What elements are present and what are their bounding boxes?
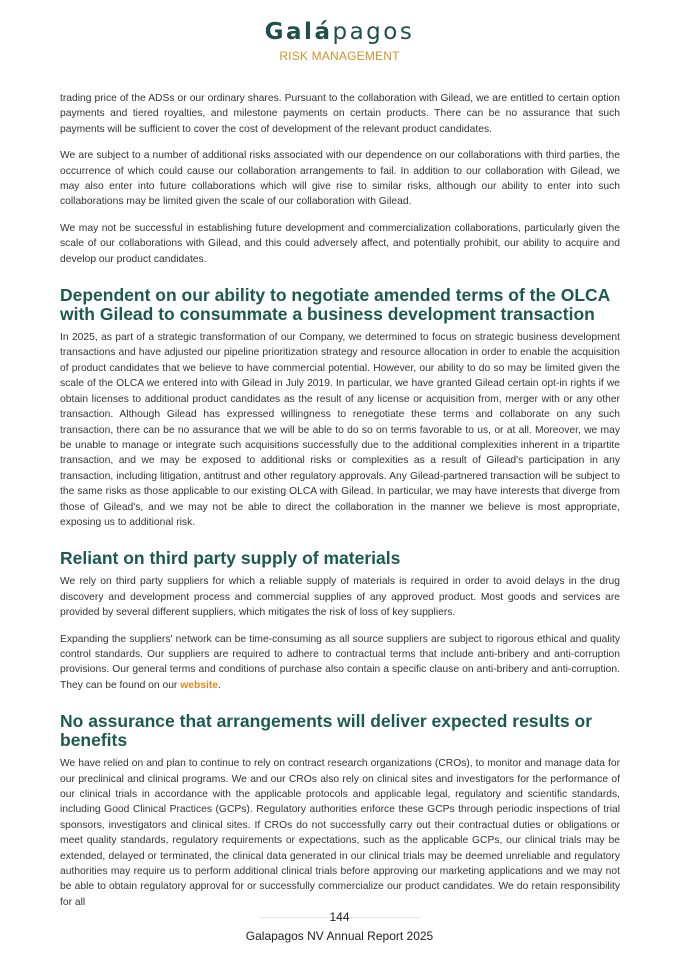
section-label: RISK MANAGEMENT [279, 49, 400, 63]
section-heading: Dependent on our ability to negotiate amended terms of the OLCA with Gilead to consummate a business development transaction [60, 285, 610, 325]
paragraph-text: Expanding the suppliers' network can be time-consuming as all source suppliers are subject to rigorous ethical and quality control standards. Our suppliers are required to adhere to contractual terms that include anti-bribery and anti-corruption provisions. Our general terms and conditions of purchase also contain a specific clause on anti-bribery and anti-corruption. They can be found on our [60, 633, 620, 691]
paragraph: We may not be successful in establishing future development and commercialization collaborations, particularly given the scale of our collaborations with Gilead, and this could adversely affect, and potentially prohibit, our ability to acquire and develop our product candidates. [60, 222, 620, 265]
paragraph: We are subject to a number of additional risks associated with our dependence on our collaborations with third parties, the occurrence of which could cause our collaboration arrangements to fail. In addition to our collaboration with Gilead, we may also enter into future collaborations which will give rise to similar risks, although our ability to enter into such collaborations may be limited given the scale of our collaboration with Gilead. [60, 150, 620, 208]
page-footer [0, 909, 679, 943]
website-link[interactable]: website [180, 679, 218, 691]
document-body [60, 91, 620, 910]
report-title: Galapagos NV Annual Report 2025 [245, 929, 434, 943]
paragraph: In 2025, as part of a strategic transformation of our Company, we determined to focus on strategic business development transactions and have adjusted our pipeline prioritization strategy and resource allocation in order to enable the acquisition of product candidates that we believe to have commercial potential. However, our ability to do so may be limited given the scale of the OLCA we entered into with Gilead in July 2019. In particular, we have granted Gilead certain opt-in rights if we obtain licenses to additional product candidates as the result of any license or acquisition from, merger with or any other transaction. Although Gilead has expressed willingness to renegotiate these terms and collaborate on any such transaction, there can be no assurance that we will be able to do so on terms favorable to us, or at all. Moreover, we may be unable to manage or integrate such acquisitions successfully due to the additional complexities inherent in a tripartite transaction, and we may be exposed to additional risks or complexities as a result of Gilead's participation in any transaction, including litigation, antitrust and other regulatory approvals. Any Gilead-partnered transaction will be subject to the same risks as those applicable to our existing OLCA with Gilead. In particular, we may have interests that diverge from those of Gilead's, and we may not be able to direct the collaboration in the manner we believe is most appropriate, exposing us to additional risk. [60, 332, 620, 528]
paragraph-end: . [218, 679, 221, 691]
section-heading: No assurance that arrangements will deliver expected results or benefits [60, 711, 593, 751]
page-header [0, 18, 679, 63]
logo-bold-part: Galá [264, 19, 333, 45]
logo-thin-part: pagos [332, 19, 415, 45]
paragraph: We rely on third party suppliers for which a reliable supply of materials is required in order to avoid delays in the drug discovery and development process and commercial supplies of any approved product. Most goods and services are provided by several different suppliers, which mitigates the risk of loss of key suppliers. [60, 576, 620, 619]
galapagos-logo [0, 18, 679, 46]
paragraph [60, 632, 620, 694]
page-number: 144 [329, 910, 350, 924]
paragraph: We have relied on and plan to continue to rely on contract research organizations (CROs), to monitor and manage data for our preclinical and clinical programs. We and our CROs also rely on clinical sites and investigators for the performance of our clinical trials in accordance with the applicable protocols and applicable legal, regulatory and scientific standards, including Good Clinical Practices (GCPs). Regulatory authorities enforce these GCPs through periodic inspections of trial sponsors, investigators and clinical sites. If CROs do not successfully carry out their contractual duties or obligations or meet quality standards, regulatory requirements or expectations, such as the applicable GCPs, our clinical trials may be extended, delayed or terminated, the clinical data generated in our clinical trials may be deemed unreliable and regulatory authorities may require us to perform additional clinical trials before approving our marketing applications and we may not be able to obtain regulatory approval for or successfully commercialize our product candidates. We do retain responsibility for all [60, 758, 620, 908]
paragraph: trading price of the ADSs or our ordinary shares. Pursuant to the collaboration with Gilead, we are entitled to certain option payments and tiered royalties, and milestone payments on certain products. There can be no assurance that such payments will be sufficient to cover the cost of development of the relevant product candidates. [60, 93, 620, 135]
section-heading: Reliant on third party supply of materials [60, 548, 401, 569]
